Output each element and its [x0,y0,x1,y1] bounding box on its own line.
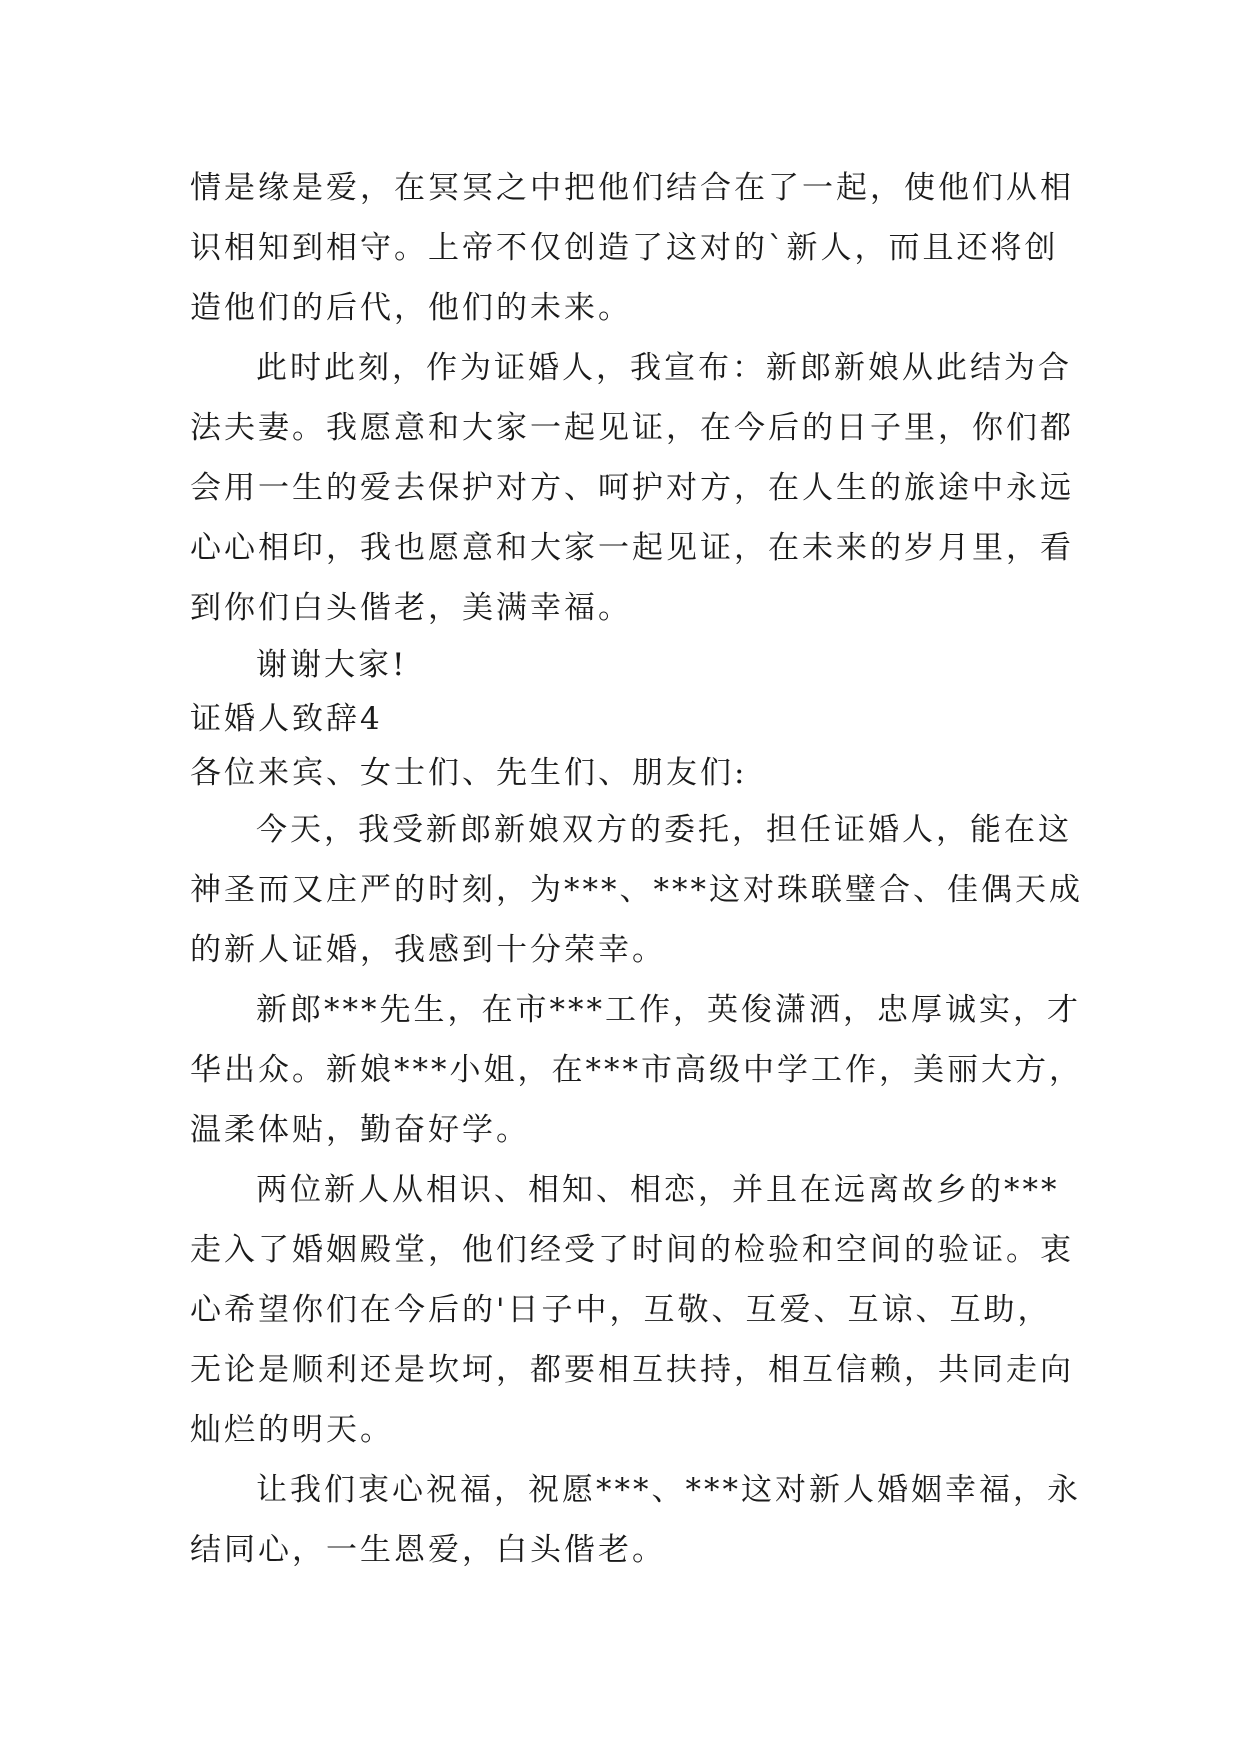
paragraph-line: 让我们衷心祝福，祝愿***、***这对新人婚姻幸福，永 [256,1472,1081,1508]
paragraph-line: 两位新人从相识、相知、相恋，并且在远离故乡的*** [256,1172,1060,1208]
paragraph-line: 结同心，一生恩爱，白头偕老。 [190,1532,666,1568]
paragraph-line: 造他们的后代，他们的未来。 [190,290,632,326]
paragraph-line: 无论是顺利还是坎坷，都要相互扶持，相互信赖，共同走向 [190,1352,1074,1388]
document-body [190,158,1083,1580]
paragraph-line: 灿烂的明天。 [190,1412,394,1448]
paragraph-line: 到你们白头偕老，美满幸福。 [190,590,632,626]
paragraph-line: 温柔体贴，勤奋好学。 [190,1112,530,1148]
paragraph-line: 神圣而又庄严的时刻，为***、***这对珠联璧合、佳偶天成 [190,872,1083,908]
paragraph-line: 心希望你们在今后的'日子中，互敬、互爱、互谅、互助， [190,1292,1052,1328]
paragraph-line: 的新人证婚，我感到十分荣幸。 [190,932,666,968]
section-heading: 证婚人致辞4 [190,701,383,737]
paragraph-line: 华出众。新娘***小姐，在***市高级中学工作，美丽大方， [190,1052,1083,1088]
paragraph-line: 今天，我受新郎新娘双方的委托，担任证婚人，能在这 [256,812,1072,848]
paragraph-line: 情是缘是爱，在冥冥之中把他们结合在了一起，使他们从相 [190,170,1074,206]
paragraph-line: 会用一生的爱去保护对方、呵护对方，在人生的旅途中永远 [190,470,1074,506]
paragraph-line: 识相知到相守。上帝不仅创造了这对的`新人，而且还将创 [190,230,1059,266]
paragraph-line: 法夫妻。我愿意和大家一起见证，在今后的日子里，你们都 [190,410,1074,446]
salutation: 各位来宾、女士们、先生们、朋友们: [190,755,748,791]
paragraph-line: 新郎***先生，在市***工作，英俊潇洒，忠厚诚实，才 [256,992,1081,1028]
paragraph-line: 心心相印，我也愿意和大家一起见证，在未来的岁月里，看 [190,530,1074,566]
paragraph-line: 此时此刻，作为证婚人，我宣布：新郎新娘从此结为合 [256,350,1072,386]
paragraph-line: 谢谢大家! [256,647,408,683]
paragraph-line: 走入了婚姻殿堂，他们经受了时间的检验和空间的验证。衷 [190,1232,1074,1268]
